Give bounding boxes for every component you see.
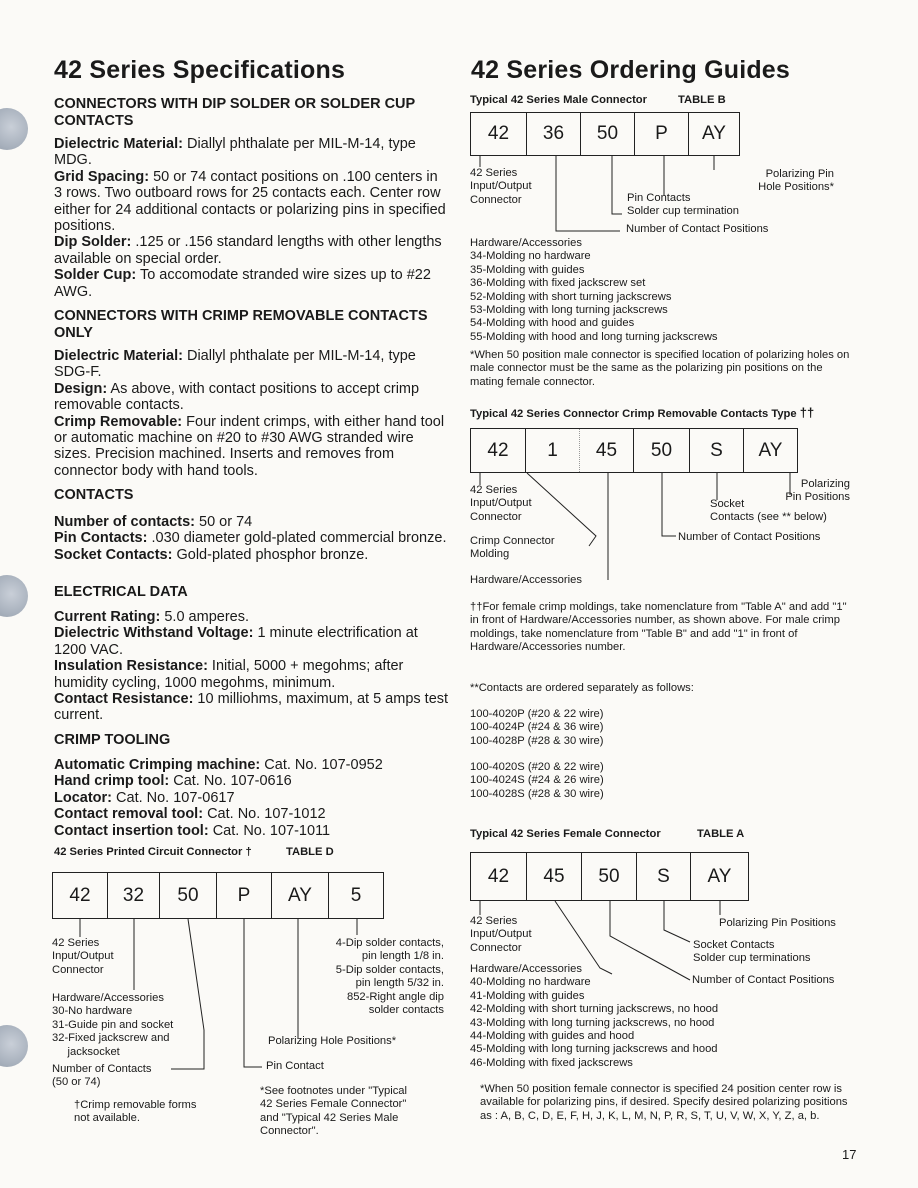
crimp-caption bbox=[470, 405, 814, 420]
section-heading: CRIMP TOOLING bbox=[54, 732, 171, 748]
spec-item-text: 50 or 74 contact positions on .100 centers in 3 rows. Two outboard rows for 25 contacts each. Center row either for 24 additional contacts or polarizing pins in specified positions. bbox=[54, 168, 446, 235]
table-d-footnote-see: *See footnotes under "Typical 42 Series Female Connector" and "Typical 42 Series Male Connector". bbox=[260, 1085, 408, 1138]
spec-section-contacts bbox=[54, 487, 449, 563]
spec-item-text: Cat. No. 107-0617 bbox=[112, 789, 235, 806]
spec-item bbox=[54, 414, 449, 480]
table-b-label: TABLE B bbox=[678, 94, 726, 106]
table-d-series-label: 42 Series Input/Output Connector bbox=[52, 937, 114, 976]
spec-item-label: Insulation Resistance: bbox=[54, 658, 208, 675]
spec-item bbox=[54, 790, 449, 806]
spec-item-label: Dip Solder: bbox=[54, 234, 132, 251]
spec-item bbox=[54, 773, 449, 789]
crimp-caption-mark: †† bbox=[799, 405, 815, 420]
table-d-number-label: Number of Contacts bbox=[52, 1063, 152, 1075]
crimp-caption-text: Typical 42 Series Connector Crimp Removable Contacts Type bbox=[470, 408, 797, 420]
spec-item-text: .125 or .156 standard lengths with other lengths available on special order. bbox=[54, 234, 442, 267]
spec-list bbox=[54, 609, 449, 724]
spec-item bbox=[54, 381, 449, 414]
code-cell: 42 bbox=[471, 113, 527, 155]
code-cell: 36 bbox=[527, 113, 581, 155]
section-heading: CONNECTORS WITH DIP SOLDER OR SOLDER CUP CONTACTS bbox=[54, 96, 415, 129]
spec-item-text: Initial, 5000 + megohms; after humidity cycling, 1000 megohms, minimum. bbox=[54, 658, 404, 691]
leader-line bbox=[664, 901, 690, 942]
table-a-socket-label: Socket Contacts Solder cup terminations bbox=[693, 939, 811, 965]
code-cell: 42 bbox=[53, 873, 108, 918]
list-item: 40-Molding no hardware bbox=[470, 976, 591, 989]
spec-item-label: Design: bbox=[54, 380, 108, 397]
spec-item-text: Cat. No. 107-0616 bbox=[169, 773, 292, 790]
list-item: Hardware/Accessories bbox=[470, 963, 582, 975]
spec-item-text: 10 milliohms, maximum, at 5 amps test current. bbox=[54, 691, 449, 724]
spec-item bbox=[54, 806, 449, 822]
crimp-note-2: **Contacts are ordered separately as follows: bbox=[470, 682, 694, 694]
spec-item bbox=[54, 609, 449, 625]
table-d-caption: 42 Series Printed Circuit Connector † bbox=[54, 846, 252, 858]
section-heading: CONTACTS bbox=[54, 487, 134, 503]
code-cell: 42 bbox=[471, 853, 527, 900]
table-d-code-box bbox=[52, 872, 384, 919]
table-d-polarizing-label: Polarizing Hole Positions* bbox=[268, 1035, 397, 1047]
table-a-label: TABLE A bbox=[697, 828, 745, 840]
code-cell: AY bbox=[758, 439, 783, 461]
spec-item-text: Diallyl phthalate per MIL-M-14, type SDG-F. bbox=[54, 348, 416, 381]
crimp-series-label: 42 Series Input/Output Connector bbox=[470, 484, 532, 523]
ordering-title: 42 Series Ordering Guides bbox=[471, 56, 791, 84]
list-item: 46-Molding with fixed jackscrews bbox=[470, 1056, 633, 1069]
leader-line bbox=[612, 156, 622, 214]
spec-list bbox=[54, 136, 449, 300]
spec-item-text: .030 diameter gold-plated commercial bronze. bbox=[147, 530, 447, 547]
spec-item bbox=[54, 625, 449, 658]
code-cell: AY bbox=[707, 865, 732, 887]
spec-item-label: Pin Contacts: bbox=[54, 530, 148, 547]
spec-section-electrical bbox=[54, 584, 449, 724]
crimp-code-box bbox=[470, 428, 798, 473]
crimp-parts-pin: 100-4020P (#20 & 22 wire) 100-4024P (#24 & 36 wire) 100-4028P (#28 & 30 wire) bbox=[470, 708, 604, 747]
list-item: 43-Molding with long turning jackscrews, no hood bbox=[470, 1016, 715, 1029]
spec-list bbox=[54, 514, 449, 563]
spec-item bbox=[54, 823, 449, 839]
code-cell: 32 bbox=[108, 873, 160, 918]
table-b-series-label: 42 Series Input/Output Connector bbox=[470, 167, 532, 206]
spec-list bbox=[54, 348, 449, 479]
spec-item-text: Gold-plated phosphor bronze. bbox=[172, 546, 369, 563]
code-cell: P bbox=[217, 873, 272, 918]
code-cell: 50 bbox=[160, 873, 217, 918]
code-cell: 5 bbox=[350, 884, 362, 906]
spec-item-label: Solder Cup: bbox=[54, 267, 137, 284]
spec-list bbox=[54, 757, 449, 839]
leader-line bbox=[662, 473, 676, 536]
punch-hole bbox=[0, 108, 28, 150]
table-a-caption: Typical 42 Series Female Connector bbox=[470, 828, 661, 840]
code-cell: 50 bbox=[581, 113, 635, 155]
code-cell: 45 bbox=[527, 853, 582, 900]
spec-section-dip bbox=[54, 96, 449, 300]
code-cell: AY bbox=[702, 123, 726, 144]
spec-item bbox=[54, 234, 449, 267]
crimp-number-label: Number of Contact Positions bbox=[678, 531, 821, 543]
list-item: 54-Molding with hood and guides bbox=[470, 317, 635, 330]
list-item: 42-Molding with short turning jackscrews, no hood bbox=[470, 1003, 719, 1016]
code-cell: S bbox=[690, 429, 744, 472]
leader-line bbox=[171, 919, 204, 1069]
leader-line bbox=[244, 919, 262, 1067]
crimp-note-1: ††For female crimp moldings, take nomenclature from "Table A" and add "1" in front of Hardware/Accessories number, as shown above. For male crimp moldings, take nomenclature from "Table B" and add "1" in front of Hardware/Accessories number. bbox=[470, 601, 847, 654]
spec-item bbox=[54, 267, 449, 300]
punch-hole bbox=[0, 1025, 28, 1067]
spec-item bbox=[54, 348, 449, 381]
table-b-note: *When 50 position male connector is specified location of polarizing holes on male connector must be the same as the polarizing pin positions on the mating female connector. bbox=[470, 349, 850, 388]
list-item: 44-Molding with guides and hood bbox=[470, 1030, 635, 1043]
code-cell: 50 bbox=[634, 429, 690, 472]
table-d-dip-label: 4-Dip solder contacts, pin length 1/8 in. 5-Dip solder contacts, pin length 5/32 in. 852-Right angle dip solder contacts bbox=[335, 937, 444, 1017]
crimp-polarizing-label: Polarizing Pin Positions bbox=[785, 478, 850, 504]
section-heading: ELECTRICAL DATA bbox=[54, 584, 188, 600]
list-item: 55-Molding with hood and long turning jackscrews bbox=[470, 330, 718, 343]
spec-section-crimp bbox=[54, 308, 449, 479]
table-d-hardware-label: Hardware/Accessories 30-No hardware 31-Guide pin and socket 32-Fixed jackscrew and jacksocket bbox=[52, 992, 174, 1058]
table-a-note: *When 50 position female connector is specified 24 position center row is available for polarizing pins, if desired. Specify desired polarizing positions as : A, B, C, D, E, F, H, J, K, L, M, N, P, R, S, T, U, V, W, X, Y, Z, a, b. bbox=[480, 1083, 848, 1122]
table-b-polarizing-label: Polarizing Pin Hole Positions* bbox=[758, 168, 834, 194]
table-b-number-label: Number of Contact Positions bbox=[626, 223, 769, 235]
spec-item-label: Dielectric Material: bbox=[54, 136, 183, 152]
table-b-hardware-list bbox=[470, 237, 718, 344]
spec-item-label: Locator: bbox=[54, 789, 112, 806]
table-a-number-label: Number of Contact Positions bbox=[692, 974, 835, 986]
table-b-pin-label: Pin Contacts Solder cup termination bbox=[627, 192, 739, 218]
leader-line bbox=[556, 156, 620, 231]
spec-item bbox=[54, 691, 449, 724]
table-d-pin-label: Pin Contact bbox=[266, 1060, 324, 1072]
spec-item-text: 1 minute electrification at 1200 VAC. bbox=[54, 625, 418, 658]
code-cell: 42 bbox=[471, 429, 526, 472]
table-a-polarizing-label: Polarizing Pin Positions bbox=[719, 917, 836, 929]
spec-section-tooling bbox=[54, 732, 449, 839]
code-cell: 1 bbox=[526, 429, 580, 472]
list-item: 52-Molding with short turning jackscrews bbox=[470, 290, 672, 303]
code-cell: 45 bbox=[580, 429, 634, 472]
spec-item-label: Contact Resistance: bbox=[54, 691, 194, 708]
spec-item-label: Hand crimp tool: bbox=[54, 773, 170, 790]
spec-item-label: Number of contacts: bbox=[54, 514, 195, 530]
code-cell: 50 bbox=[582, 853, 637, 900]
table-d-label: TABLE D bbox=[286, 846, 334, 858]
code-cell: P bbox=[635, 113, 689, 155]
crimp-hardware-label: Hardware/Accessories bbox=[470, 574, 582, 586]
spec-item-text: To accomodate stranded wire sizes up to #22 AWG. bbox=[54, 267, 431, 300]
spec-item-text: Cat. No. 107-1012 bbox=[203, 806, 326, 823]
spec-item-text: Diallyl phthalate per MIL-M-14, type MDG. bbox=[54, 136, 416, 169]
spec-item-text: 50 or 74 bbox=[195, 514, 253, 530]
crimp-socket-label: Socket Contacts (see ** below) bbox=[710, 498, 827, 524]
list-item: 36-Molding with fixed jackscrew set bbox=[470, 277, 646, 290]
spec-item bbox=[54, 136, 449, 169]
spec-item-label: Automatic Crimping machine: bbox=[54, 757, 261, 773]
table-b-code-box bbox=[470, 112, 740, 156]
spec-item-label: Contact removal tool: bbox=[54, 806, 204, 823]
spec-item-label: Current Rating: bbox=[54, 609, 161, 625]
spec-item bbox=[54, 757, 449, 773]
spec-item-label: Dielectric Withstand Voltage: bbox=[54, 625, 254, 642]
table-b-caption: Typical 42 Series Male Connector bbox=[470, 94, 647, 106]
spec-item-label: Socket Contacts: bbox=[54, 546, 173, 563]
specs-title: 42 Series Specifications bbox=[54, 56, 346, 84]
table-a-series-label: 42 Series Input/Output Connector bbox=[470, 915, 532, 954]
page-number: 17 bbox=[842, 1147, 857, 1162]
section-heading: CONNECTORS WITH CRIMP REMOVABLE CONTACTS ONLY bbox=[54, 308, 428, 341]
spec-item-label: Dielectric Material: bbox=[54, 348, 183, 364]
spec-item bbox=[54, 514, 449, 530]
spec-item-label: Contact insertion tool: bbox=[54, 822, 209, 839]
code-cell: AY bbox=[272, 873, 329, 918]
spec-item bbox=[54, 547, 449, 563]
spec-item bbox=[54, 658, 449, 691]
list-item: 41-Molding with guides bbox=[470, 989, 585, 1002]
spec-item-label: Grid Spacing: bbox=[54, 168, 150, 185]
list-item: 53-Molding with long turning jackscrews bbox=[470, 304, 668, 317]
list-item: Hardware/Accessories bbox=[470, 237, 582, 249]
table-d-number-sub: (50 or 74) bbox=[52, 1076, 101, 1088]
spec-item bbox=[54, 530, 449, 546]
crimp-molding-label: Crimp Connector Molding bbox=[470, 535, 555, 561]
table-a-hardware-list bbox=[470, 963, 718, 1070]
table-d-footnote-crimp: †Crimp removable forms not available. bbox=[74, 1099, 197, 1125]
list-item: 45-Molding with long turning jackscrews and hood bbox=[470, 1043, 718, 1056]
spec-item-text: 5.0 amperes. bbox=[160, 609, 250, 625]
spec-item-text: Cat. No. 107-0952 bbox=[260, 757, 383, 773]
spec-item-text: As above, with contact positions to accept crimp removable contacts. bbox=[54, 380, 420, 414]
list-item: 34-Molding no hardware bbox=[470, 250, 591, 263]
spec-item-label: Crimp Removable: bbox=[54, 413, 183, 430]
punch-hole bbox=[0, 575, 28, 617]
crimp-parts-socket: 100-4020S (#20 & 22 wire) 100-4024S (#24 & 26 wire) 100-4028S (#28 & 30 wire) bbox=[470, 761, 604, 800]
spec-item bbox=[54, 169, 449, 235]
list-item: 35-Molding with guides bbox=[470, 263, 585, 276]
code-cell: S bbox=[637, 853, 691, 900]
spec-item-text: Cat. No. 107-1011 bbox=[208, 822, 331, 839]
spec-item-text: Four indent crimps, with either hand tool or automatic machine on #20 to #30 AWG stranded wire sizes. Precision machined. Inserts and removes from connector body with hand tools. bbox=[54, 413, 445, 479]
table-a-code-box bbox=[470, 852, 749, 901]
